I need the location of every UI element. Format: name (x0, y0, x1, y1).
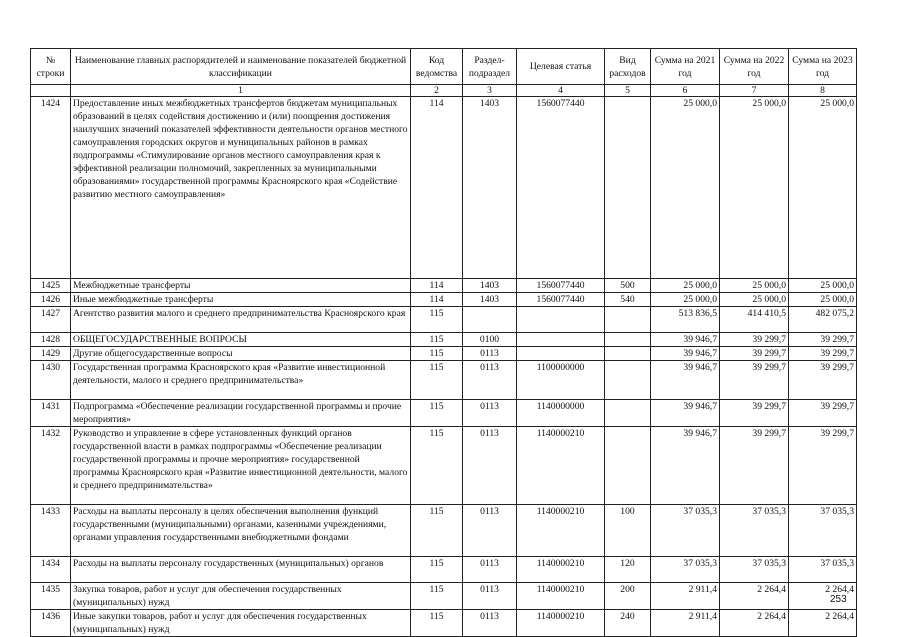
sum-2022: 37 035,3 (720, 505, 789, 557)
header-sum-2021: Сумма на 2021 год (651, 49, 720, 85)
target-article: 1140000210 (517, 427, 605, 505)
section-code: 0113 (463, 610, 517, 637)
row-number: 1434 (31, 557, 71, 583)
header-section: Раздел- подраздел (463, 49, 517, 85)
row-number: 1425 (31, 279, 71, 293)
expense-type: 120 (605, 557, 651, 583)
target-article: 1140000210 (517, 557, 605, 583)
expense-type: 500 (605, 279, 651, 293)
column-number: 4 (517, 85, 605, 97)
table-row (31, 361, 857, 400)
expense-type (605, 400, 651, 427)
expense-type (605, 307, 651, 333)
row-name: Иные закупки товаров, работ и услуг для обеспечения государственных (муниципальных) нужд (71, 610, 411, 637)
sum-2022: 37 035,3 (720, 557, 789, 583)
table-row (31, 427, 857, 505)
dept-code: 115 (411, 333, 463, 347)
row-number: 1431 (31, 400, 71, 427)
header-row-number: № строки (31, 49, 71, 85)
sum-2022: 25 000,0 (720, 97, 789, 279)
header-sum-2023: Сумма на 2023 год (789, 49, 857, 85)
section-code: 1403 (463, 293, 517, 307)
row-name: Агентство развития малого и среднего предпринимательства Красноярского края (71, 307, 411, 333)
target-article: 1140000000 (517, 400, 605, 427)
header-expense-type: Вид расходов (605, 49, 651, 85)
row-name: Закупка товаров, работ и услуг для обеспечения государственных (муниципальных) нужд (71, 583, 411, 610)
section-code: 0113 (463, 427, 517, 505)
header-sum-2022: Сумма на 2022 год (720, 49, 789, 85)
target-article: 1140000210 (517, 505, 605, 557)
expense-type (605, 347, 651, 361)
row-number: 1424 (31, 97, 71, 279)
row-number: 1427 (31, 307, 71, 333)
dept-code: 114 (411, 293, 463, 307)
section-code (463, 307, 517, 333)
dept-code: 115 (411, 361, 463, 400)
row-number: 1426 (31, 293, 71, 307)
sum-2021: 39 946,7 (651, 400, 720, 427)
target-article: 1560077440 (517, 293, 605, 307)
header-dept-code: Код ведомства (411, 49, 463, 85)
column-number-row (31, 85, 857, 97)
table-row (31, 333, 857, 347)
header-target-article: Целевая статья (517, 49, 605, 85)
section-code: 1403 (463, 279, 517, 293)
sum-2022: 25 000,0 (720, 293, 789, 307)
sum-2022: 39 299,7 (720, 347, 789, 361)
sum-2021: 2 911,4 (651, 583, 720, 610)
sum-2023: 25 000,0 (789, 279, 857, 293)
row-name: Межбюджетные трансферты (71, 279, 411, 293)
column-number-empty (31, 85, 71, 97)
sum-2023: 25 000,0 (789, 97, 857, 279)
row-number: 1432 (31, 427, 71, 505)
sum-2021: 2 911,4 (651, 610, 720, 637)
target-article: 1560077440 (517, 279, 605, 293)
section-code: 0113 (463, 347, 517, 361)
column-number: 2 (411, 85, 463, 97)
sum-2021: 25 000,0 (651, 97, 720, 279)
sum-2023: 2 264,4 (789, 610, 857, 637)
dept-code: 115 (411, 610, 463, 637)
budget-document (30, 48, 857, 637)
sum-2021: 25 000,0 (651, 293, 720, 307)
sum-2023: 39 299,7 (789, 427, 857, 505)
target-article (517, 333, 605, 347)
sum-2023: 482 075,2 (789, 307, 857, 333)
sum-2023: 37 035,3 (789, 505, 857, 557)
sum-2022: 25 000,0 (720, 279, 789, 293)
expense-type (605, 333, 651, 347)
table-row (31, 583, 857, 610)
section-code: 0113 (463, 557, 517, 583)
budget-table (30, 48, 857, 637)
row-name: Государственная программа Красноярского края «Развитие инвестиционной деятельности, малого и среднего предпринимательства» (71, 361, 411, 400)
section-code: 0113 (463, 583, 517, 610)
dept-code: 114 (411, 97, 463, 279)
sum-2023: 39 299,7 (789, 400, 857, 427)
table-row (31, 279, 857, 293)
column-number: 8 (789, 85, 857, 97)
sum-2022: 414 410,5 (720, 307, 789, 333)
sum-2023: 25 000,0 (789, 293, 857, 307)
dept-code: 114 (411, 279, 463, 293)
expense-type: 200 (605, 583, 651, 610)
target-article: 1100000000 (517, 361, 605, 400)
row-name: Расходы на выплаты персоналу в целях обеспечения выполнения функций государственными (муниципальными) органами, казенными учреждениями, органами управления государственными внебюджетными фондами (71, 505, 411, 557)
row-name: Другие общегосударственные вопросы (71, 347, 411, 361)
dept-code: 115 (411, 505, 463, 557)
expense-type: 240 (605, 610, 651, 637)
sum-2023: 37 035,3 (789, 557, 857, 583)
section-code: 0113 (463, 361, 517, 400)
target-article (517, 347, 605, 361)
sum-2021: 25 000,0 (651, 279, 720, 293)
section-code: 1403 (463, 97, 517, 279)
table-row (31, 557, 857, 583)
sum-2021: 39 946,7 (651, 333, 720, 347)
sum-2022: 2 264,4 (720, 610, 789, 637)
column-number: 6 (651, 85, 720, 97)
row-number: 1428 (31, 333, 71, 347)
section-code: 0113 (463, 505, 517, 557)
sum-2023: 2 264,4 (789, 583, 857, 610)
section-code: 0100 (463, 333, 517, 347)
sum-2021: 39 946,7 (651, 361, 720, 400)
target-article: 1140000210 (517, 583, 605, 610)
row-name: Иные межбюджетные трансферты (71, 293, 411, 307)
dept-code: 115 (411, 427, 463, 505)
sum-2021: 37 035,3 (651, 505, 720, 557)
table-row (31, 307, 857, 333)
dept-code: 115 (411, 557, 463, 583)
column-number: 3 (463, 85, 517, 97)
row-name: ОБЩЕГОСУДАРСТВЕННЫЕ ВОПРОСЫ (71, 333, 411, 347)
sum-2023: 39 299,7 (789, 361, 857, 400)
sum-2022: 39 299,7 (720, 361, 789, 400)
target-article (517, 307, 605, 333)
expense-type (605, 427, 651, 505)
row-number: 1433 (31, 505, 71, 557)
sum-2023: 39 299,7 (789, 347, 857, 361)
column-number: 5 (605, 85, 651, 97)
sum-2021: 513 836,5 (651, 307, 720, 333)
dept-code: 115 (411, 307, 463, 333)
sum-2022: 39 299,7 (720, 427, 789, 505)
sum-2022: 39 299,7 (720, 400, 789, 427)
row-number: 1435 (31, 583, 71, 610)
expense-type: 100 (605, 505, 651, 557)
table-row (31, 97, 857, 279)
sum-2022: 39 299,7 (720, 333, 789, 347)
table-body (31, 97, 857, 637)
dept-code: 115 (411, 400, 463, 427)
dept-code: 115 (411, 347, 463, 361)
page-number: 253 (830, 594, 847, 605)
row-name: Подпрограмма «Обеспечение реализации государственной программы и прочие мероприятия» (71, 400, 411, 427)
expense-type (605, 361, 651, 400)
table-row (31, 347, 857, 361)
table-row (31, 505, 857, 557)
column-number: 1 (71, 85, 411, 97)
sum-2021: 39 946,7 (651, 347, 720, 361)
row-number: 1436 (31, 610, 71, 637)
row-name: Расходы на выплаты персоналу государственных (муниципальных) органов (71, 557, 411, 583)
section-code: 0113 (463, 400, 517, 427)
sum-2021: 37 035,3 (651, 557, 720, 583)
row-number: 1430 (31, 361, 71, 400)
sum-2023: 39 299,7 (789, 333, 857, 347)
header-name: Наименование главных распорядителей и наименование показателей бюджетной классификации (71, 49, 411, 85)
expense-type (605, 97, 651, 279)
header-row (31, 49, 857, 85)
row-number: 1429 (31, 347, 71, 361)
target-article: 1140000210 (517, 610, 605, 637)
row-name: Предоставление иных межбюджетных трансфертов бюджетам муниципальных образований в целях содействия достижению и (или) поощрения достижения наилучших значений показателей эффективности деятельности органов местного самоуправления городских округов и муниципальных районов в рамках подпрограммы «Стимулирование органов местного самоуправления края к эффективной реализации полномочий, закрепленных за муниципальными образованиями» государственной программы Красноярского края «Содействие развитию местного самоуправления» (71, 97, 411, 279)
column-number: 7 (720, 85, 789, 97)
expense-type: 540 (605, 293, 651, 307)
table-row (31, 400, 857, 427)
table-row (31, 610, 857, 637)
target-article: 1560077440 (517, 97, 605, 279)
sum-2021: 39 946,7 (651, 427, 720, 505)
row-name: Руководство и управление в сфере установленных функций органов государственной власти в рамках подпрограммы «Обеспечение реализации государственной программы и прочие мероприятия» государственной программы Красноярского края «Развитие инвестиционной деятельности, малого и среднего предпринимательства» (71, 427, 411, 505)
table-row (31, 293, 857, 307)
sum-2022: 2 264,4 (720, 583, 789, 610)
dept-code: 115 (411, 583, 463, 610)
